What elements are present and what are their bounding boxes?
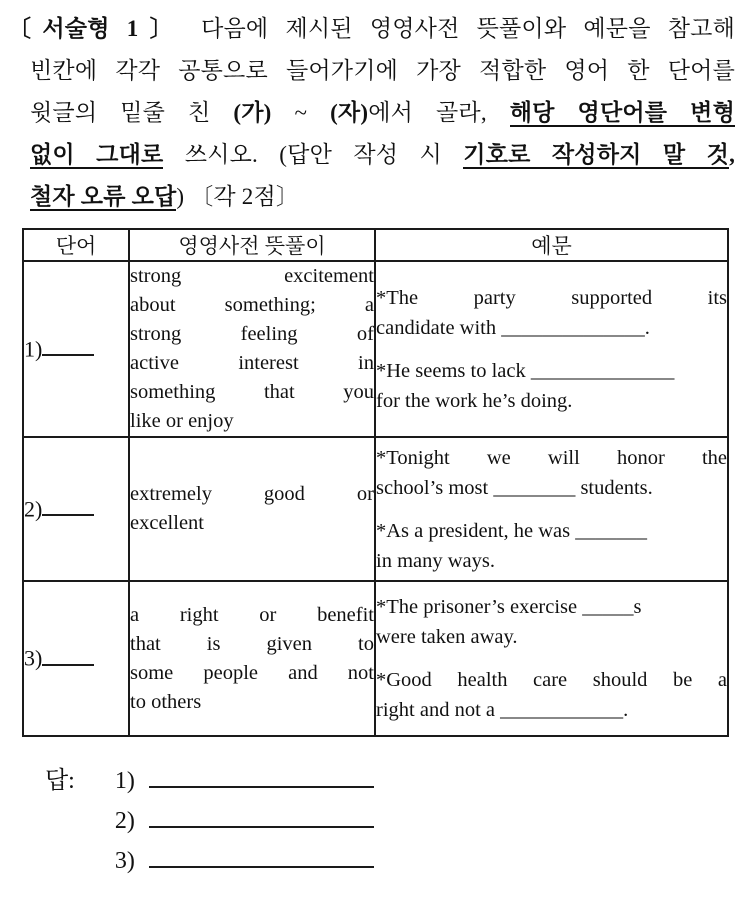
question-number: 〔서술형 1〕: [8, 16, 184, 41]
word-number: 1): [24, 336, 43, 362]
word-number: 2): [24, 496, 43, 522]
question-line-3: 윗글의 밑줄 친 (가) ~ (자)에서 골라, 해당 영단어를 변형: [30, 100, 736, 125]
answer-blank-line: [149, 846, 374, 868]
word-blank-line: [42, 336, 94, 357]
column-header-word: 단어: [23, 229, 129, 261]
example-sentence: *The prisoner’s exercise _____s were taken away.: [376, 596, 642, 648]
question-line-2: 빈칸에 각각 공통으로 들어가기에 가장 적합한 영어 한 단어를: [30, 58, 735, 83]
question-line-5: 철자 오류 오답) 〔각 2점〕: [30, 184, 300, 209]
answer-blank-line: [149, 766, 374, 788]
answer-blank-line: [149, 806, 374, 828]
answer-row-1: [115, 761, 374, 801]
question-line-1: 〔서술형 1〕 다음에 제시된 영영사전 뜻풀이와 예문을 참고해: [8, 16, 736, 41]
example-sentence: *He seems to lack ______________ for the work he’s doing.: [376, 359, 675, 412]
answer-number: 2): [114, 808, 135, 834]
column-header-definition: 영영사전 뜻풀이: [129, 229, 375, 261]
question-line-4: 없이 그대로 쓰시오. (답안 작성 시 기호로 작성하지 말 것,: [30, 142, 736, 167]
answer-row-2: [115, 801, 374, 841]
table-row-3: [23, 581, 728, 736]
answer-number: 1): [114, 768, 135, 794]
column-header-example: 예문: [375, 229, 728, 261]
word-cell-2: [23, 437, 129, 581]
vocab-table: [22, 228, 729, 737]
table-row-2: [23, 437, 728, 581]
example-cell-2: [375, 437, 728, 581]
example-sentence: *As a president, he was _______ in many ways.: [376, 519, 648, 572]
word-cell-1: [23, 261, 129, 437]
word-number: 3): [24, 645, 43, 671]
word-blank-line: [42, 496, 94, 517]
definition-cell-2: extremely good or excellent: [129, 437, 375, 581]
example-sentence: *The party supported its candidate with ______________.: [376, 286, 727, 339]
table-header-row: [23, 229, 728, 261]
answer-row-3: [115, 841, 374, 881]
example-cell-3: [375, 581, 728, 736]
example-sentence: *Good health care should be a right and not a ____________.: [376, 669, 727, 721]
definition-cell-3: a right or benefit that is given to some people and not to others: [129, 581, 375, 736]
question-text: [8, 8, 735, 218]
word-cell-3: [23, 581, 129, 736]
answer-label: 답:: [45, 768, 75, 794]
example-cell-1: [375, 261, 728, 437]
table-row-1: [23, 261, 728, 437]
definition-cell-1: strong excitement about something; a strong feeling of active interest in something that you like or enjoy: [129, 261, 375, 437]
word-blank-line: [42, 645, 94, 666]
answer-rows: [115, 761, 374, 881]
answer-number: 3): [114, 848, 135, 874]
answer-section: [45, 761, 743, 881]
example-sentence: *Tonight we will honor the school’s most ________ students.: [376, 446, 727, 499]
